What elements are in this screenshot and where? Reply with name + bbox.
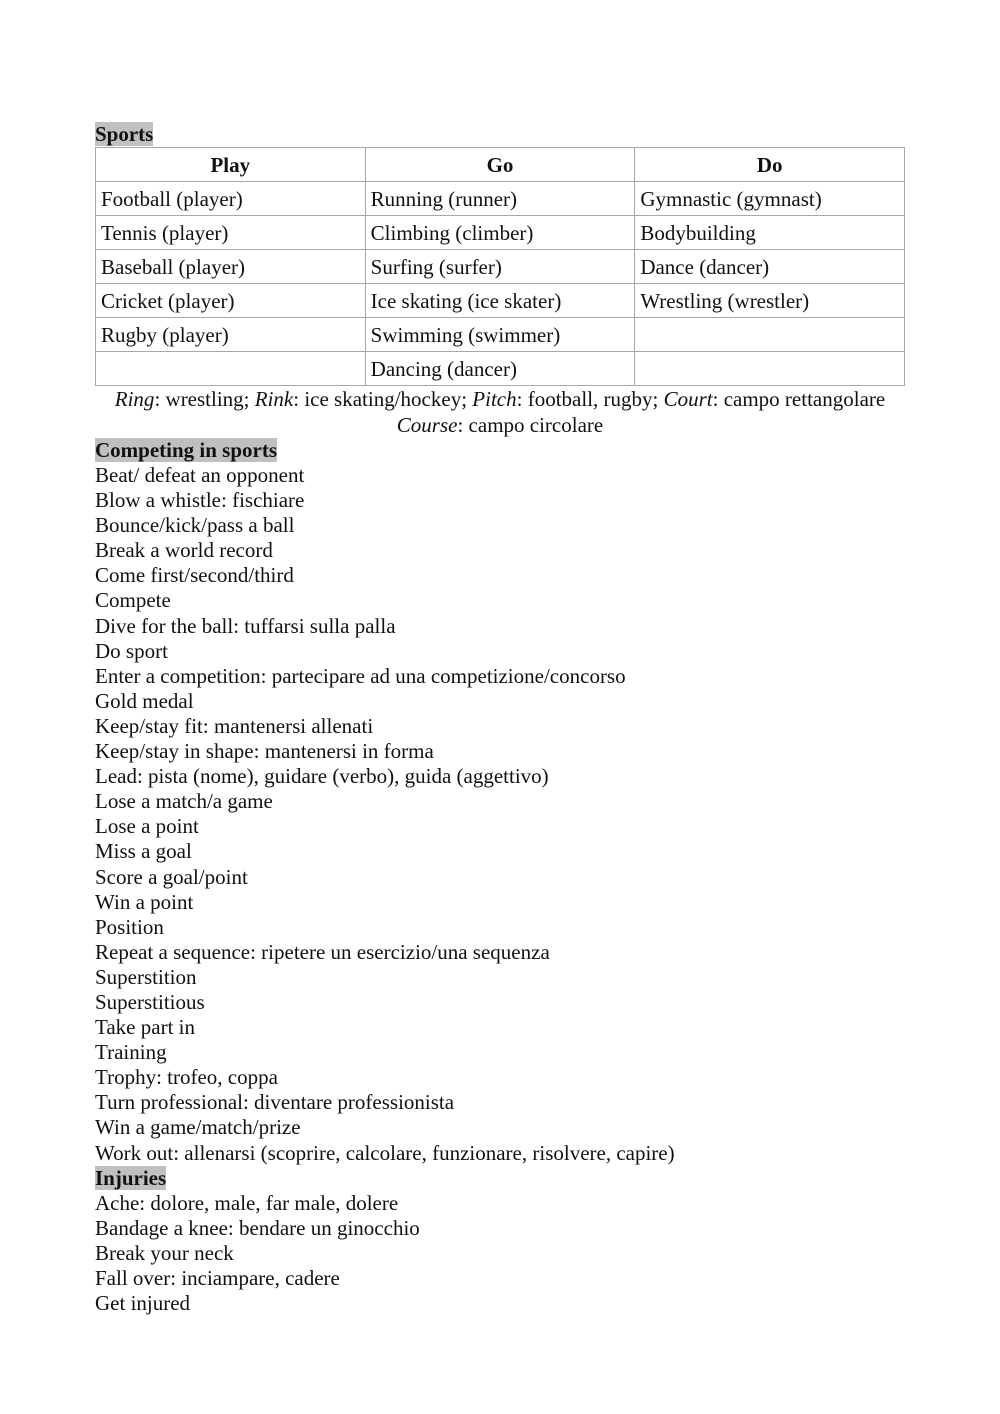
column-header-play: Play <box>96 148 366 182</box>
table-cell: Rugby (player) <box>96 318 366 352</box>
venue-text-court: : campo rettangolare <box>712 387 886 411</box>
table-row <box>96 318 905 352</box>
list-item: Trophy: trofeo, coppa <box>95 1065 278 1090</box>
list-item: Do sport <box>95 638 168 663</box>
list-item: Win a game/match/prize <box>95 1115 301 1140</box>
table-cell: Dancing (dancer) <box>365 352 635 386</box>
list-item: Score a goal/point <box>95 864 248 889</box>
table-row <box>96 216 905 250</box>
list-item: Ache: dolore, male, far male, dolere <box>95 1190 399 1215</box>
table-row <box>96 352 905 386</box>
list-item: Training <box>95 1040 167 1065</box>
injuries-list <box>95 1191 905 1316</box>
table-cell: Tennis (player) <box>96 216 366 250</box>
table-cell <box>635 318 905 352</box>
list-item: Keep/stay fit: mantenersi allenati <box>95 713 374 738</box>
table-cell: Ice skating (ice skater) <box>365 284 635 318</box>
table-cell: Gymnastic (gymnast) <box>635 182 905 216</box>
list-item: Lead: pista (nome), guidare (verbo), guida (aggettivo) <box>95 764 549 789</box>
venue-term-course: Course <box>396 413 458 437</box>
list-item: Bounce/kick/pass a ball <box>95 513 295 538</box>
table-cell: Cricket (player) <box>96 284 366 318</box>
column-header-go: Go <box>365 148 635 182</box>
competing-heading: Competing in sports <box>95 438 278 462</box>
list-item: Superstitious <box>95 989 205 1014</box>
table-row <box>96 182 905 216</box>
list-item: Come first/second/third <box>95 563 294 588</box>
table-row <box>96 284 905 318</box>
venues-note <box>95 386 905 438</box>
list-item: Lose a match/a game <box>95 789 273 814</box>
list-item: Turn professional: diventare professionista <box>95 1090 455 1115</box>
list-item: Bandage a knee: bendare un ginocchio <box>95 1215 420 1240</box>
document-page <box>95 122 905 1316</box>
competing-list <box>95 463 905 1166</box>
list-item: Lose a point <box>95 814 199 839</box>
venue-text-pitch: : football, rugby; <box>516 387 664 411</box>
table-cell: Running (runner) <box>365 182 635 216</box>
venue-term-ring: Ring <box>114 387 155 411</box>
venue-text-ring: : wrestling; <box>154 387 255 411</box>
list-item: Work out: allenarsi (scoprire, calcolare, funzionare, risolvere, capire) <box>95 1140 675 1165</box>
venue-term-pitch: Pitch <box>472 387 517 411</box>
list-item: Miss a goal <box>95 839 192 864</box>
venue-text-course: : campo circolare <box>457 413 604 437</box>
list-item: Break a world record <box>95 538 273 563</box>
column-header-do: Do <box>635 148 905 182</box>
table-cell: Football (player) <box>96 182 366 216</box>
table-cell: Surfing (surfer) <box>365 250 635 284</box>
venue-term-court: Court <box>663 387 713 411</box>
table-cell: Wrestling (wrestler) <box>635 284 905 318</box>
sports-heading-row <box>95 122 905 147</box>
list-item: Get injured <box>95 1291 191 1315</box>
list-item: Keep/stay in shape: mantenersi in forma <box>95 739 434 764</box>
list-item: Win a point <box>95 889 194 914</box>
sports-table-header-row <box>96 148 905 182</box>
list-item: Repeat a sequence: ripetere un esercizio/una sequenza <box>95 939 550 964</box>
table-cell: Dance (dancer) <box>635 250 905 284</box>
list-item: Enter a competition: partecipare ad una competizione/concorso <box>95 663 626 688</box>
list-item: Take part in <box>95 1015 195 1040</box>
list-item: Dive for the ball: tuffarsi sulla palla <box>95 613 396 638</box>
list-item: Position <box>95 914 164 939</box>
table-cell: Baseball (player) <box>96 250 366 284</box>
sports-table <box>95 147 905 386</box>
list-item: Blow a whistle: fischiare <box>95 488 305 513</box>
list-item: Beat/ defeat an opponent <box>95 463 305 487</box>
table-cell: Swimming (swimmer) <box>365 318 635 352</box>
table-row <box>96 250 905 284</box>
venue-term-rink: Rink <box>254 387 294 411</box>
list-item: Superstition <box>95 964 197 989</box>
venue-text-rink: : ice skating/hockey; <box>293 387 473 411</box>
competing-heading-row <box>95 438 905 463</box>
list-item: Break your neck <box>95 1240 234 1265</box>
sports-heading: Sports <box>95 122 154 146</box>
table-cell <box>96 352 366 386</box>
list-item: Fall over: inciampare, cadere <box>95 1265 340 1290</box>
injuries-heading-row <box>95 1166 905 1191</box>
list-item: Gold medal <box>95 688 194 713</box>
list-item: Compete <box>95 588 171 613</box>
table-cell: Climbing (climber) <box>365 216 635 250</box>
table-cell: Bodybuilding <box>635 216 905 250</box>
injuries-heading: Injuries <box>95 1165 167 1190</box>
table-cell <box>635 352 905 386</box>
